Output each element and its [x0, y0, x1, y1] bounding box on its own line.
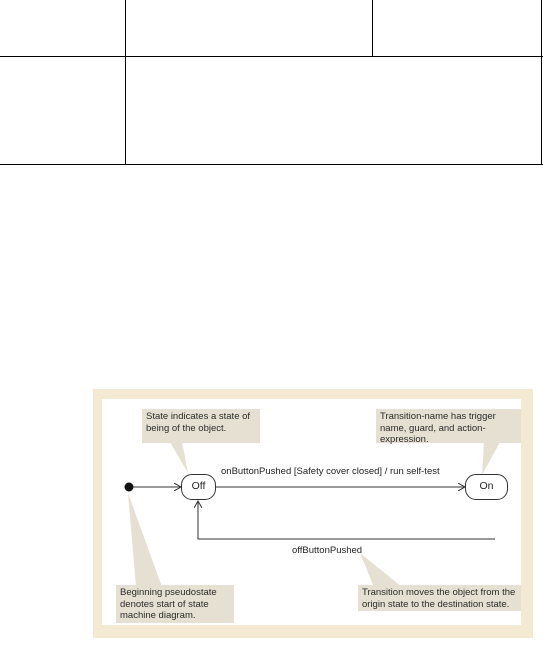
beginning-note: Beginning pseudostate denotes start of state machine diagram. [116, 585, 234, 623]
transition-move-note: Transition moves the object from the origin state to the destination state. [358, 585, 521, 611]
transition-move-note-pointer [360, 553, 402, 587]
state-note-pointer [170, 442, 188, 473]
state-note: State indicates a state of being of the object. [142, 409, 260, 443]
state-diagram-figure [93, 389, 533, 638]
diagram-canvas [102, 399, 521, 625]
state-off: Off [181, 474, 216, 500]
transition-note: Transition-name has trigger name, guard, and action-expression. [376, 409, 521, 443]
initial-pseudostate [125, 483, 134, 492]
empty-table [0, 0, 543, 165]
transition-off [198, 501, 495, 539]
transition-note-pointer [482, 442, 500, 475]
transition-off-label: offButtonPushed [292, 545, 363, 556]
state-on: On [465, 474, 508, 500]
beginning-note-pointer [128, 493, 162, 587]
transition-on-label: onButtonPushed [Safety cover closed] / run self-test [221, 466, 440, 477]
